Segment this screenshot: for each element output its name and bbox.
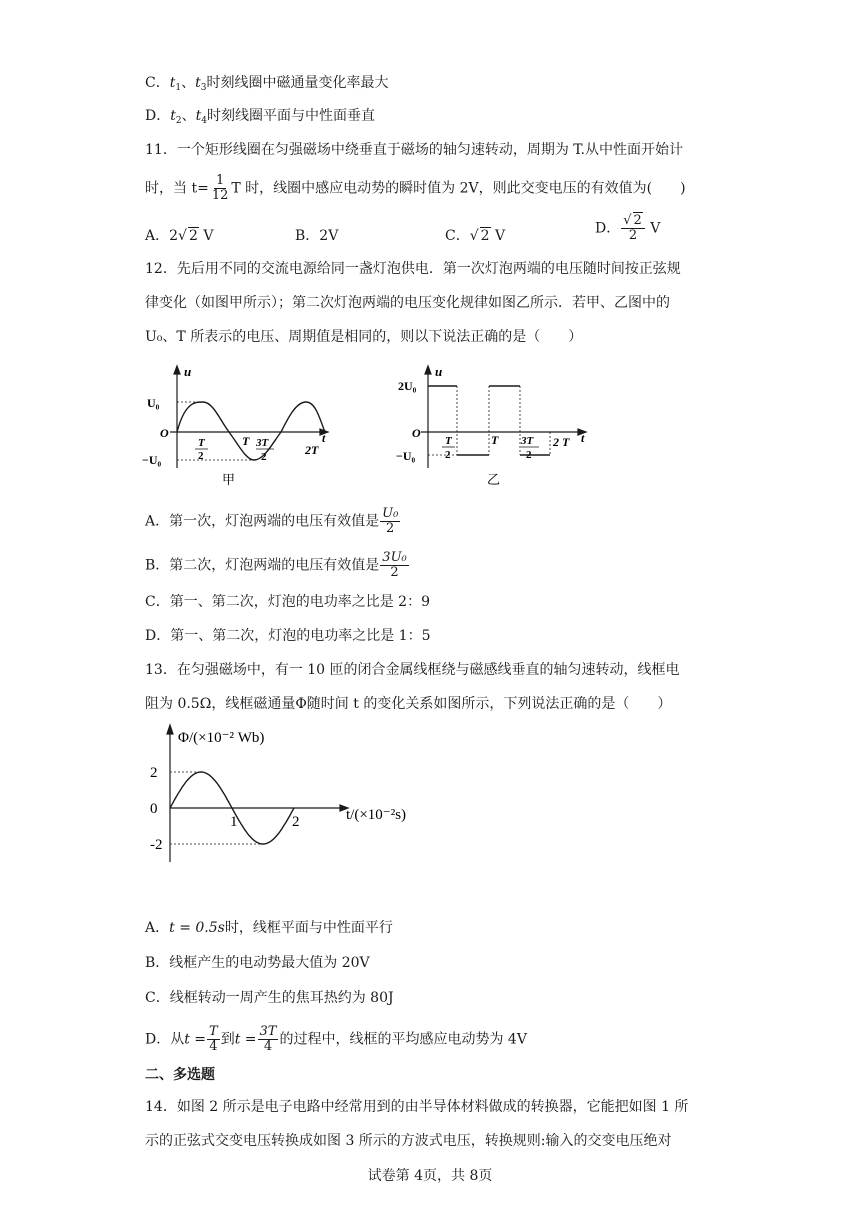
q12-stem-line2: 律变化（如图甲所示）；第二次灯泡两端的电压变化规律如图乙所示．若甲、乙图中的 (145, 295, 670, 311)
q11-option-b: B．2V (295, 228, 339, 244)
q13-option-c: C．线框转动一周产生的焦耳热约为 80J (145, 990, 394, 1006)
q12-option-a: A．第一次，灯泡两端的电压有效值是 $\frac{\text{U₀}}{2}$ (145, 506, 399, 536)
jia-u0-label: U₀ (147, 396, 160, 410)
q13-stem-line1: 13．在匀强磁场中，有一 10 匝的闭合金属线框绕与磁感线垂直的轴匀速转动，线框电 (145, 662, 680, 678)
q11-stem-line1: 11．一个矩形线圈在匀强磁场中绕垂直于磁场的轴匀速转动，周期为 T.从中性面开始计 (145, 142, 683, 158)
yi-origin-label: O (412, 426, 421, 440)
yi-2u0-label: 2U₀ (398, 379, 417, 393)
jia-3t-num: 3T (256, 437, 269, 449)
section-heading: 二、多选题 (145, 1067, 215, 1083)
jia-neg-u0-label: −U₀ (142, 453, 162, 467)
jia-t-axis-label: t (322, 431, 326, 445)
q13-y-axis-label: Φ/(×10⁻² Wb) (178, 730, 265, 746)
q13-stem-line2: 阻为 0.5Ω，线框磁通量Φ随时间 t 的变化关系如图所示，下列说法正确的是（ ） (145, 696, 672, 712)
jia-2t-label: 2T (305, 443, 319, 457)
q12-figure-jia (140, 360, 340, 490)
yi-neg-u0-label: −U₀ (396, 449, 416, 463)
yi-t-label: T (491, 433, 499, 447)
yi-u-label: u (435, 364, 443, 379)
jia-half-t-num: T (198, 437, 205, 449)
q12-figure-yi (395, 360, 595, 490)
q13-y-tick-label: -2 (150, 837, 163, 853)
q13-y-tick-label: 2 (150, 765, 158, 781)
q11-option-c: C．√ 2 V (445, 228, 506, 244)
page-footer: 试卷第 4页，共 8页 (367, 1168, 493, 1184)
q11-stem-line2: 时，当 t= $\frac{1}{12}$ T 时，线圈中感应电动势的瞬时值为 2V，则此交变电压的有效值为( ) (145, 173, 686, 203)
jia-t-label: T (242, 434, 250, 448)
yi-half-t-num: T (445, 435, 452, 447)
yi-3t-num: 3T (521, 435, 534, 447)
q11-option-a: A．2√ 2 V (145, 228, 214, 244)
q13-option-b: B．线框产生的电动势最大值为 20V (145, 955, 370, 971)
q13-x-axis-label: t/(×10⁻²s) (346, 807, 407, 823)
q10-option-d: D．$t_2$、$t_4$时刻线圈平面与中性面垂直 (145, 108, 375, 126)
q13-flux-chart (140, 722, 430, 872)
yi-caption: 乙 (487, 472, 501, 487)
q13-x-tick-label: 1 (230, 814, 238, 830)
q12-stem-line1: 12．先后用不同的交流电源给同一盏灯泡供电．第一次灯泡两端的电压随时间按正弦规 (145, 261, 681, 277)
jia-caption: 甲 (222, 472, 236, 487)
jia-3t-den: 2 (261, 451, 267, 463)
jia-origin-label: O (160, 426, 169, 440)
q11-fraction: $\frac{1}{12}$ (211, 173, 229, 203)
q13-option-d: D．从t = $\frac{T}{4}$ 到t = $\frac{3T}{4}$ 的过程中，线框的平均感应电动势为 4V (145, 1024, 527, 1054)
q13-x-tick-label: 2 (292, 814, 300, 830)
jia-half-t-den: 2 (198, 450, 204, 462)
q14-stem-line1: 14．如图 2 所示是电子电路中经常用到的由半导体材料做成的转换器，它能把如图 1 所 (145, 1099, 689, 1115)
q10-option-c: C．$t_1$、$t_3$时刻线圈中磁通量变化率最大 (145, 75, 389, 93)
q12-option-b: B．第二次，灯泡两端的电压有效值是 $\frac{\text{3U₀}}{2}$ (145, 550, 407, 580)
yi-half-t-den: 2 (445, 449, 451, 461)
q13-option-a: A．t = 0.5s时，线框平面与中性面平行 (145, 920, 393, 936)
yi-2t-label: 2 T (553, 435, 570, 449)
q12-option-d: D．第一、第二次，灯泡的电功率之比是 1：5 (145, 628, 431, 644)
yi-3t-den: 2 (526, 449, 532, 461)
q14-stem-line2: 示的正弦式交变电压转换成如图 3 所示的方波式电压，转换规则:输入的交变电压绝对 (145, 1133, 672, 1149)
jia-u-label: u (184, 364, 192, 379)
q13-y-tick-label: 0 (150, 801, 158, 817)
q11-option-d: D． $\frac{√ 2}{2}$ V (595, 213, 661, 243)
yi-t-axis-label: t (581, 431, 585, 445)
q12-option-c: C．第一、第二次，灯泡的电功率之比是 2：9 (145, 594, 430, 610)
q12-stem-line3: U₀、T 所表示的电压、周期值是相同的，则以下说法正确的是（ ） (145, 329, 583, 345)
